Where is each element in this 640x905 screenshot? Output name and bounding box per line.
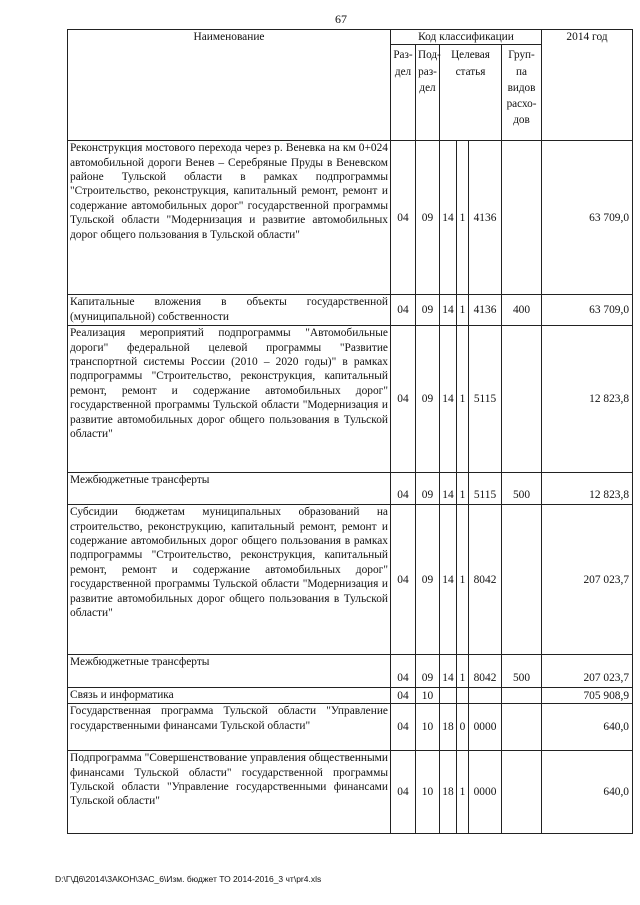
row-subsection: 10 — [416, 688, 440, 704]
table-row — [68, 141, 633, 295]
row-target-subprogram: 1 — [457, 326, 469, 473]
row-amount: 12 823,8 — [542, 473, 633, 505]
header-section: Раз- дел — [391, 45, 416, 141]
row-name: Реконструкция мостового перехода через р. Веневка на км 0+024 автомобильной дороги Венев – Серебряные Пруды в Веневском районе Тульской области в рамках подпрограммы "Строительство, реконструкция, капитальный ремонт, ремонт и содержание автомобильных дорог" государственной программы Тульской области "Модернизация и развитие автомобильных дорог общего пользования в Тульской области" — [68, 141, 391, 295]
header-expense-group: Груп- па видов расхо- дов — [502, 45, 542, 141]
row-subsection: 09 — [416, 473, 440, 505]
row-target-subprogram: 1 — [457, 473, 469, 505]
row-target-subprogram: 1 — [457, 141, 469, 295]
row-expense-group — [502, 141, 542, 295]
row-amount: 12 823,8 — [542, 326, 633, 473]
row-expense-group — [502, 688, 542, 704]
row-name: Реализация мероприятий подпрограммы "Автомобильные дороги" федеральной целевой программы "Развитие транспортной системы России (2010 – 2020 годы)" в рамках подпрограммы "Строительство, реконструкция, капитальный ремонт, ремонт и содержание автомобильных дорог" государственной программы Тульской области "Модернизация и развитие автомобильных дорог общего пользования в Тульской области" — [68, 326, 391, 473]
row-section: 04 — [391, 751, 416, 834]
row-target-code: 4136 — [469, 295, 502, 326]
row-expense-group: 500 — [502, 655, 542, 688]
row-section: 04 — [391, 704, 416, 751]
row-target-subprogram: 1 — [457, 295, 469, 326]
file-path-footer: D:\Г\Д6\2014\ЗАКОН\ЗАС_6\Изм. бюджет ТО 2014-2016_3 чт\pr4.xls — [55, 874, 322, 884]
row-amount: 63 709,0 — [542, 141, 633, 295]
row-target-program: 14 — [440, 141, 457, 295]
row-amount: 63 709,0 — [542, 295, 633, 326]
row-name: Субсидии бюджетам муниципальных образований на строительство, реконструкцию, капитальный ремонт, ремонт и содержание автомобильных дорог общего пользования в рамках подпрограммы "Строительство, реконструкция, капитальный ремонт, ремонт и содержание автомобильных дорог" государственной программы Тульской области "Модернизация и развитие автомобильных дорог общего пользования в Тульской области" — [68, 505, 391, 655]
row-expense-group — [502, 505, 542, 655]
row-target-code: 0000 — [469, 704, 502, 751]
row-target-code — [469, 688, 502, 704]
row-section: 04 — [391, 655, 416, 688]
row-target-program: 14 — [440, 655, 457, 688]
budget-table — [67, 29, 633, 834]
row-name: Государственная программа Тульской области "Управление государственными финансами Тульской области" — [68, 704, 391, 751]
row-section: 04 — [391, 295, 416, 326]
header-subsection: Под- раз- дел — [416, 45, 440, 141]
row-target-program: 14 — [440, 295, 457, 326]
row-target-subprogram — [457, 688, 469, 704]
row-name: Межбюджетные трансферты — [68, 655, 391, 688]
header-year: 2014 год — [542, 30, 633, 141]
row-name: Межбюджетные трансферты — [68, 473, 391, 505]
row-expense-group — [502, 751, 542, 834]
row-subsection: 09 — [416, 505, 440, 655]
row-subsection: 09 — [416, 655, 440, 688]
row-target-program: 18 — [440, 704, 457, 751]
row-target-program: 18 — [440, 751, 457, 834]
page-number: 67 — [335, 12, 347, 26]
row-amount: 705 908,9 — [542, 688, 633, 704]
row-section: 04 — [391, 473, 416, 505]
row-target-subprogram: 1 — [457, 751, 469, 834]
row-name: Подпрограмма "Совершенствование управления общественными финансами Тульской области" государственной программы Тульской области "Управление государственными финансами Тульской области" — [68, 751, 391, 834]
row-target-program: 14 — [440, 473, 457, 505]
row-amount: 640,0 — [542, 751, 633, 834]
header-name: Наименование — [68, 30, 391, 141]
row-subsection: 09 — [416, 141, 440, 295]
table-row — [68, 655, 633, 688]
row-target-program: 14 — [440, 505, 457, 655]
row-subsection: 10 — [416, 704, 440, 751]
table-row — [68, 704, 633, 751]
row-amount: 640,0 — [542, 704, 633, 751]
row-subsection: 09 — [416, 326, 440, 473]
row-subsection: 09 — [416, 295, 440, 326]
row-target-subprogram: 0 — [457, 704, 469, 751]
row-amount: 207 023,7 — [542, 505, 633, 655]
row-section: 04 — [391, 505, 416, 655]
row-expense-group — [502, 326, 542, 473]
row-section: 04 — [391, 688, 416, 704]
row-name: Капитальные вложения в объекты государственной (муниципальной) собственности — [68, 295, 391, 326]
row-target-subprogram: 1 — [457, 505, 469, 655]
row-expense-group — [502, 704, 542, 751]
row-name: Связь и информатика — [68, 688, 391, 704]
header-target-article: Целевая статья — [440, 45, 502, 141]
row-section: 04 — [391, 141, 416, 295]
row-target-subprogram: 1 — [457, 655, 469, 688]
row-expense-group: 400 — [502, 295, 542, 326]
row-target-code: 8042 — [469, 655, 502, 688]
table-row — [68, 505, 633, 655]
row-subsection: 10 — [416, 751, 440, 834]
row-section: 04 — [391, 326, 416, 473]
row-amount: 207 023,7 — [542, 655, 633, 688]
row-target-code: 5115 — [469, 326, 502, 473]
table-row — [68, 751, 633, 834]
row-target-code: 5115 — [469, 473, 502, 505]
table-row — [68, 688, 633, 704]
row-target-program: 14 — [440, 326, 457, 473]
table-row — [68, 473, 633, 505]
row-expense-group: 500 — [502, 473, 542, 505]
row-target-code: 8042 — [469, 505, 502, 655]
header-code-group: Код классификации — [391, 30, 542, 45]
row-target-code: 0000 — [469, 751, 502, 834]
table-row — [68, 326, 633, 473]
row-target-program — [440, 688, 457, 704]
row-target-code: 4136 — [469, 141, 502, 295]
table-row — [68, 295, 633, 326]
